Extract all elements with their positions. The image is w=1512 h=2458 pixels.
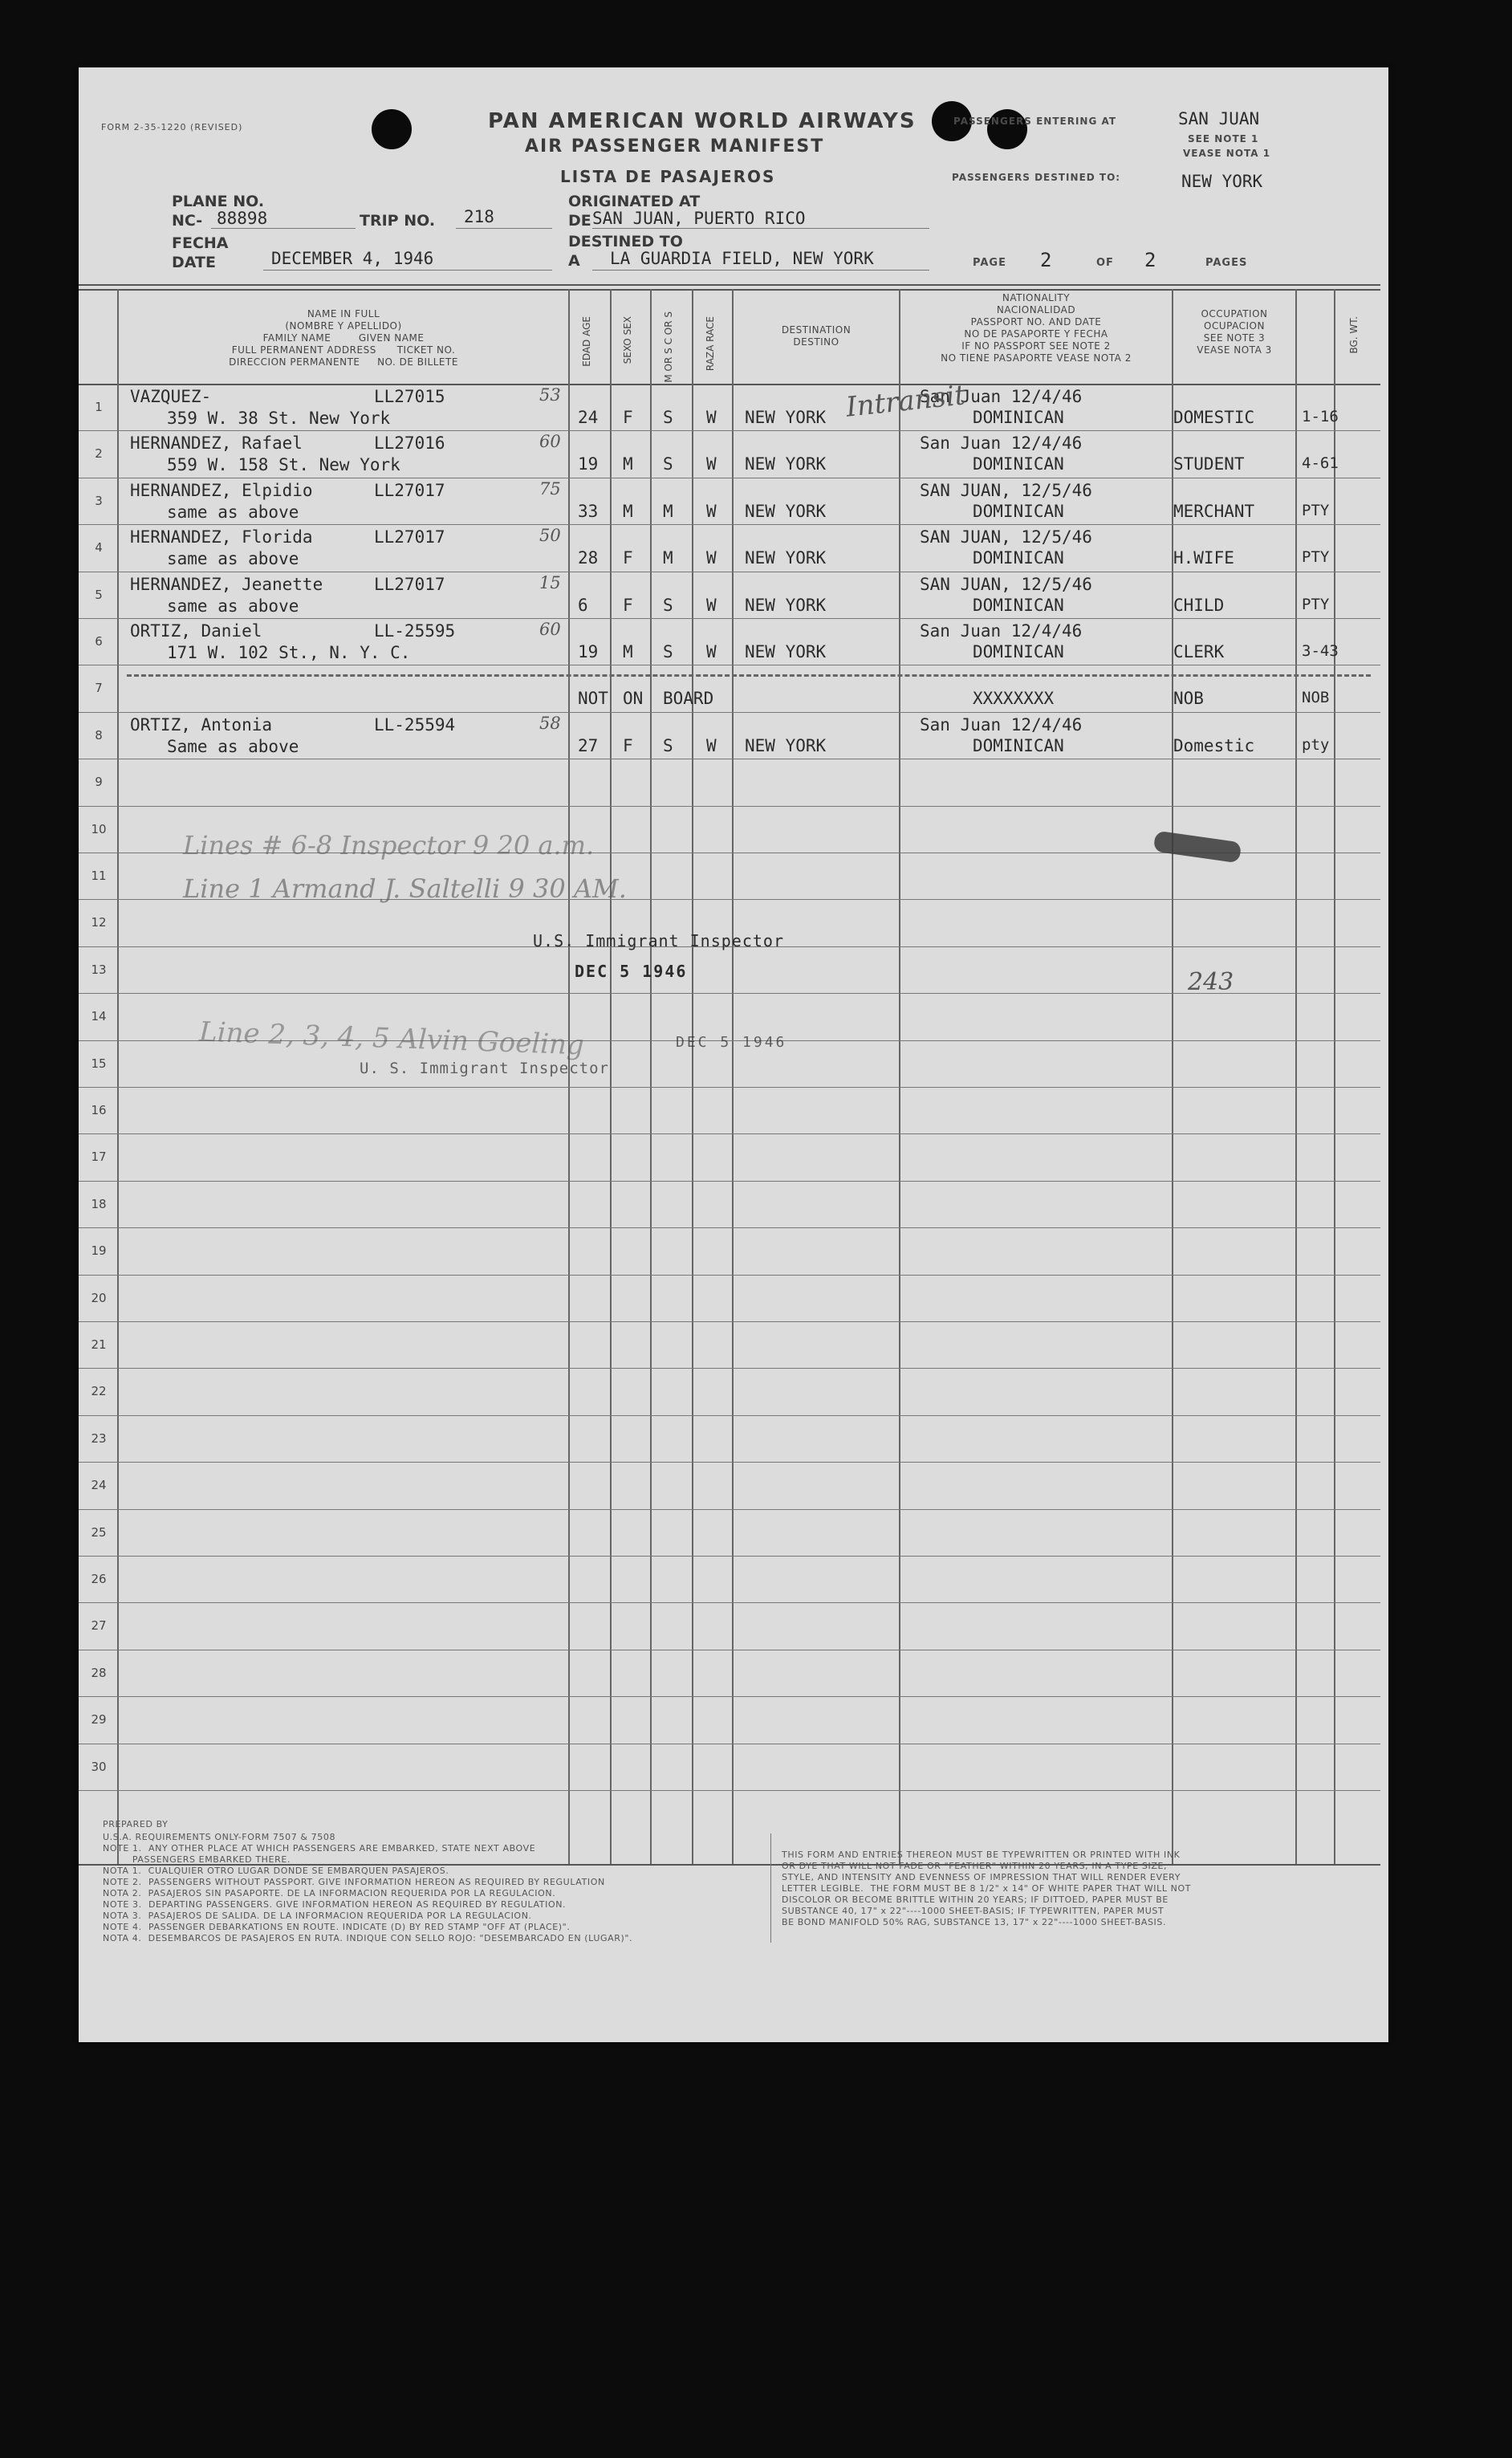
passenger-destination: NEW YORK (745, 454, 827, 474)
airline-name: PAN AMERICAN WORLD AIRWAYS (488, 109, 917, 133)
row-rule (79, 712, 1380, 713)
prepared-by: PREPARED BY (103, 1819, 169, 1829)
destined-value: NEW YORK (1181, 172, 1263, 191)
passenger-destination: NEW YORK (745, 501, 827, 521)
row-number: 9 (95, 775, 103, 790)
plane-number: 88898 (217, 209, 268, 228)
row-number: 15 (91, 1056, 107, 1071)
fecha-label: FECHA (172, 234, 229, 252)
row-rule (79, 1368, 1380, 1369)
ticket-number: LL-25595 (374, 621, 456, 641)
passenger-destination: NEW YORK (745, 735, 827, 755)
passenger-nationality: XXXXXXXX (973, 689, 1055, 709)
row-rule (79, 993, 1380, 994)
passenger-age: 24 (578, 408, 599, 427)
header-underline (211, 228, 356, 229)
passport-info: San Juan 12/4/46 (920, 714, 1083, 735)
passenger-destination: NEW YORK (745, 642, 827, 661)
header-bottom-rule (79, 384, 1380, 385)
ticket-number: LL-25594 (374, 714, 456, 735)
row-number: 1 (95, 400, 103, 414)
row-number: 28 (91, 1665, 107, 1680)
inspector-date-1: DEC 5 1946 (575, 962, 688, 981)
date-label: DATE (172, 254, 216, 271)
passenger-name: HERNANDEZ, Florida (130, 527, 313, 547)
passenger-race: W (706, 501, 717, 521)
header-underline (592, 270, 929, 271)
manifest-table (79, 284, 1388, 1878)
row-number: 5 (95, 587, 103, 602)
nationality-header-line: NO DE PASAPORTE Y FECHA (964, 328, 1108, 340)
see-note-1: SEE NOTE 1 (1188, 133, 1259, 144)
entering-label: PASSENGERS ENTERING AT (953, 116, 1117, 127)
handwritten-age: 60 (539, 620, 561, 639)
passenger-age: 19 (578, 642, 599, 661)
row-number: 2 (95, 446, 103, 462)
passenger-destination: NEW YORK (745, 408, 827, 427)
row-number: 26 (91, 1572, 107, 1586)
passenger-sex: F (623, 595, 633, 615)
row-rule (79, 618, 1380, 619)
passenger-age: 27 (578, 735, 599, 755)
occupation-header-line: VEASE NOTA 3 (1197, 344, 1272, 356)
row-rule (79, 524, 1380, 525)
baggage-weight: 3-43 (1302, 642, 1339, 660)
passenger-address: same as above (167, 502, 299, 522)
passenger-occupation: NOB (1173, 689, 1204, 709)
page-total: 2 (1144, 249, 1156, 271)
passenger-occupation: MERCHANT (1173, 501, 1255, 521)
baggage-weight: PTY (1302, 595, 1330, 613)
marital-status: S (663, 642, 673, 661)
punch-hole (372, 109, 412, 149)
passenger-nationality: DOMINICAN (973, 408, 1064, 427)
marital-status: BOARD (663, 689, 714, 709)
row-number: 4 (95, 540, 103, 555)
passport-info: San Juan 12/4/46 (920, 387, 1083, 406)
row-number: 13 (91, 962, 107, 977)
passenger-occupation: Domestic (1173, 735, 1255, 755)
row-rule (79, 806, 1380, 807)
baggage-weight: 4-61 (1302, 454, 1339, 473)
passenger-age: NOT (578, 689, 608, 709)
marital-status: M (663, 501, 673, 521)
passenger-sex: M (623, 454, 633, 474)
ticket-number: LL27017 (374, 574, 445, 594)
sex-column-header: SEXO SEX (622, 316, 633, 364)
row-number: 8 (95, 727, 103, 743)
baggage-weight: pty (1302, 735, 1330, 754)
marital-status: S (663, 735, 673, 755)
name-column-header (127, 308, 560, 368)
page-label: PAGE (973, 257, 1006, 269)
age-column-header: EDAD AGE (581, 316, 592, 367)
row-number: 25 (91, 1524, 107, 1540)
passenger-age: 19 (578, 454, 599, 474)
passenger-nationality: DOMINICAN (973, 595, 1064, 615)
handwritten-intransit: Intransit (844, 379, 968, 424)
passenger-occupation: DOMESTIC (1173, 408, 1255, 427)
row-number: 7 (95, 681, 103, 696)
passport-info: San Juan 12/4/46 (920, 433, 1083, 454)
marital-column-header: M OR S C OR S (663, 311, 674, 383)
passenger-destination: NEW YORK (745, 595, 827, 615)
passport-info: SAN JUAN, 12/5/46 (920, 574, 1092, 594)
passenger-address: 171 W. 102 St., N. Y. C. (167, 643, 411, 662)
passenger-address: 559 W. 158 St. New York (167, 455, 400, 475)
handwritten-line-10: Lines # 6-8 Inspector 9 20 a.m. (183, 830, 595, 861)
row-rule (79, 1321, 1380, 1322)
trip-number: 218 (464, 207, 494, 226)
handwritten-line-11: Line 1 Armand J. Saltelli 9 30 AM. (183, 873, 627, 904)
row-rule (79, 1509, 1380, 1510)
bag-column-header: BG. WT. (1348, 316, 1360, 354)
header-underline (592, 228, 929, 229)
baggage-weight: 1-16 (1302, 408, 1339, 425)
passenger-sex: F (623, 548, 633, 568)
passport-info: SAN JUAN, 12/5/46 (920, 527, 1092, 547)
row-number: 17 (91, 1150, 107, 1165)
passenger-name: HERNANDEZ, Elpidio (130, 480, 313, 500)
row-rule (79, 1133, 1380, 1134)
column-divider (732, 289, 734, 1864)
passenger-age: 33 (578, 501, 599, 521)
passenger-occupation: STUDENT (1173, 454, 1245, 474)
passenger-name: HERNANDEZ, Rafael (130, 433, 303, 454)
passenger-destination: NEW YORK (745, 548, 827, 568)
handwritten-count: 243 (1188, 968, 1234, 996)
passenger-race: W (706, 595, 717, 615)
nationality-header-line: PASSPORT NO. AND DATE (970, 316, 1102, 328)
row-number: 24 (91, 1478, 107, 1493)
passenger-age: 6 (578, 595, 588, 615)
column-divider (899, 289, 900, 1864)
handwritten-age: 58 (539, 713, 561, 733)
marital-status: M (663, 548, 673, 568)
passenger-nationality: DOMINICAN (973, 735, 1064, 755)
ticket-number: LL27015 (374, 387, 445, 406)
of-label: OF (1096, 257, 1114, 269)
baggage-weight: PTY (1302, 501, 1330, 519)
row-number: 20 (91, 1290, 107, 1305)
handwritten-age: 60 (539, 432, 561, 452)
passenger-race: W (706, 454, 717, 474)
passenger-race: W (706, 735, 717, 755)
name-header-line: NAME IN FULL (307, 308, 380, 319)
column-divider (1334, 289, 1335, 1864)
passenger-sex: F (623, 735, 633, 755)
row-number: 14 (91, 1009, 107, 1024)
passenger-occupation: CHILD (1173, 595, 1225, 615)
row-rule (79, 1087, 1380, 1088)
occupation-header-line: OCCUPATION (1201, 308, 1268, 319)
table-top-rule (79, 284, 1380, 286)
handwritten-line-14: Line 2, 3, 4, 5 Alvin Goeling (198, 1015, 585, 1062)
passenger-sex: ON (623, 689, 644, 709)
destined-to-label: DESTINED TO (568, 233, 683, 250)
footer-divider (770, 1833, 771, 1943)
column-divider (117, 289, 119, 1864)
nationality-header-line: NACIONALIDAD (996, 304, 1076, 315)
passenger-sex: M (623, 642, 633, 661)
footer-notes-right: THIS FORM AND ENTRIES THEREON MUST BE TYPEWRITTEN OR PRINTED WITH INK OR DYE THAT WILL NOT FADE OR "FEATHER" WITHIN 20 YEARS, IN A TYPE SIZE, STYLE, AND INTENSITY AND EVENNESS OF IMPRESSION THAT WILL RENDER EVERY LETTER LEGIBLE. THE FORM MUST BE 8 1/2" x 14" OF WHITE PAPER THAT WILL NOT DISCOLOR OR BECOME BRITTLE WITHIN 20 YEARS; IF DITTOED, PAPER MUST BE SUBSTANCE 40, 17" x 22"----1000 SHEET-BASIS; IF TYPEWRITTEN, PAPER MUST BE BOND MANIFOLD 50% RAG, SUBSTANCE 13, 17" x 22"----1000 SHEET-BASIS. (782, 1850, 1192, 1927)
passenger-race: W (706, 548, 717, 568)
row-number: 29 (91, 1712, 107, 1728)
passenger-nationality: DOMINICAN (973, 501, 1064, 521)
originated-de: DE (568, 212, 591, 230)
page-number: 2 (1040, 249, 1052, 271)
passenger-address: same as above (167, 596, 299, 616)
row-number: 18 (91, 1196, 107, 1211)
handwritten-age: 53 (539, 385, 561, 405)
passenger-name: ORTIZ, Daniel (130, 621, 262, 641)
form-number: FORM 2-35-1220 (REVISED) (101, 122, 243, 132)
baggage-weight: NOB (1302, 689, 1330, 707)
row-rule (79, 1227, 1380, 1228)
row-rule (79, 1602, 1380, 1603)
nationality-header-line: IF NO PASSPORT SEE NOTE 2 (961, 340, 1111, 352)
nationality-header-line: NO TIENE PASAPORTE VEASE NOTA 2 (941, 352, 1132, 364)
entering-value: SAN JUAN (1178, 109, 1260, 128)
footer-notes-left: U.S.A. REQUIREMENTS ONLY-FORM 7507 & 7508 NOTE 1. ANY OTHER PLACE AT WHICH PASSENGERS ARE EMBARKED, STATE NEXT ABOVE PASSENGERS EMBARKED THERE. NOTA 1. CUALQUIER OTRO LUGAR DONDE SE EMBARQUEN PASAJEROS. NOTE 2. PASSENGERS WITHOUT PASSPORT. GIVE INFORMATION HEREON AS REQUIRED BY REGULATION NOTA 2. PASAJEROS SIN PASAPORTE. DE LA INFORMACION REQUERIDA POR LA REGULACION. NOTE 3. DEPARTING PASSENGERS. GIVE INFORMATION HEREON AS REQUIRED BY REGULATION. NOTA 3. PASAJEROS DE SALIDA. DE LA INFORMACION REQUERIDA POR LA REGULACION. NOTE 4. PASSENGER DEBARKATIONS EN ROUTE. INDICATE (D) BY RED STAMP "OFF AT (PLACE)". NOTA 4. DESEMBARCOS DE PASAJEROS EN RUTA. INDIQUE CON SELLO ROJO: "DESEMBARCADO EN (LUGAR)". (103, 1832, 633, 1943)
header-underline (456, 228, 552, 229)
row-rule (79, 1181, 1380, 1182)
passenger-name: HERNANDEZ, Jeanette (130, 574, 323, 594)
passenger-age: 28 (578, 548, 599, 568)
nationality-header-line: NATIONALITY (1002, 292, 1071, 303)
inspector-date-2: DEC 5 1946 (676, 1034, 787, 1051)
originated-label: ORIGINATED AT (568, 193, 701, 210)
row-rule (79, 1556, 1380, 1557)
name-header-line: FULL PERMANENT ADDRESS TICKET NO. (231, 344, 456, 356)
handwritten-age: 15 (539, 572, 561, 592)
name-header-line: (NOMBRE Y APELLIDO) (285, 320, 402, 332)
row-strikeout (127, 674, 1371, 677)
row-number: 30 (91, 1759, 107, 1774)
originated-value: SAN JUAN, PUERTO RICO (592, 209, 806, 228)
race-column-header: RAZA RACE (705, 316, 716, 372)
marital-status: S (663, 454, 673, 474)
inspector-stamp-2: U. S. Immigrant Inspector (360, 1060, 609, 1077)
passenger-nationality: DOMINICAN (973, 548, 1064, 568)
passenger-race: W (706, 642, 717, 661)
marital-status: S (663, 408, 673, 427)
passenger-sex: F (623, 408, 633, 427)
row-number: 23 (91, 1430, 107, 1446)
column-divider (1172, 289, 1173, 1864)
destination-header-line: DESTINATION (781, 324, 852, 336)
passenger-nationality: DOMINICAN (973, 642, 1064, 661)
row-number: 21 (91, 1337, 107, 1352)
header-underline (263, 270, 552, 271)
row-number: 3 (95, 493, 103, 508)
row-number: 6 (95, 634, 103, 649)
row-number: 19 (91, 1243, 107, 1259)
row-rule (79, 1275, 1380, 1276)
passenger-address: 359 W. 38 St. New York (167, 409, 391, 428)
date-value: DECEMBER 4, 1946 (271, 249, 434, 268)
manifest-title-es: LISTA DE PASAJEROS (560, 167, 776, 186)
passenger-address: Same as above (167, 736, 299, 756)
handwritten-age: 75 (539, 478, 561, 499)
passport-info: San Juan 12/4/46 (920, 621, 1083, 641)
passenger-name: ORTIZ, Antonia (130, 714, 273, 735)
baggage-weight: PTY (1302, 548, 1330, 567)
passport-info: SAN JUAN, 12/5/46 (920, 480, 1092, 500)
destination-column-header (734, 324, 899, 348)
row-number: 10 (91, 821, 107, 836)
vease-nota-1: VEASE NOTA 1 (1183, 148, 1271, 159)
row-rule (79, 1696, 1380, 1697)
column-divider (692, 289, 693, 1864)
inspector-stamp-1: U.S. Immigrant Inspector (533, 931, 784, 950)
row-rule (79, 1415, 1380, 1416)
passenger-sex: M (623, 501, 633, 521)
column-divider (650, 289, 652, 1864)
ticket-number: LL27017 (374, 527, 445, 547)
destination-header-line: DESTINO (793, 336, 839, 348)
row-rule (79, 1790, 1380, 1791)
ticket-number: LL27017 (374, 480, 445, 500)
table-top-rule (79, 289, 1380, 291)
plane-nc-label: NC- (172, 212, 203, 230)
passenger-occupation: CLERK (1173, 642, 1225, 661)
row-number: 27 (91, 1618, 107, 1634)
row-rule (79, 430, 1380, 431)
manifest-title: AIR PASSENGER MANIFEST (525, 136, 825, 157)
ticket-number: LL27016 (374, 433, 445, 454)
name-header-line: DIRECCION PERMANENTE NO. DE BILLETE (229, 356, 458, 368)
occupation-header-line: SEE NOTE 3 (1203, 332, 1266, 344)
row-rule (79, 1462, 1380, 1463)
passenger-name: VAZQUEZ- (130, 387, 212, 406)
destined-to-value: LA GUARDIA FIELD, NEW YORK (610, 249, 874, 268)
destined-label: PASSENGERS DESTINED TO: (952, 172, 1121, 183)
occupation-header-line: OCUPACION (1204, 320, 1265, 332)
row-number: 16 (91, 1103, 107, 1117)
passenger-occupation: H.WIFE (1173, 548, 1234, 568)
plane-label: PLANE NO. (172, 193, 265, 210)
row-number: 22 (91, 1384, 107, 1399)
destined-to-a: A (568, 252, 580, 270)
column-divider (610, 289, 612, 1864)
passenger-race: W (706, 408, 717, 427)
passenger-address: same as above (167, 549, 299, 569)
nationality-column-header (900, 292, 1172, 364)
manifest-sheet (79, 67, 1388, 2042)
column-divider (1295, 289, 1297, 1864)
handwritten-age: 50 (539, 526, 561, 546)
pages-label: PAGES (1205, 257, 1248, 269)
marital-status: S (663, 595, 673, 615)
passenger-nationality: DOMINICAN (973, 454, 1064, 474)
name-header-line: FAMILY NAME GIVEN NAME (262, 332, 425, 344)
trip-label: TRIP NO. (360, 212, 436, 230)
row-number: 12 (91, 915, 107, 930)
row-number: 11 (91, 869, 107, 883)
occupation-column-header (1173, 308, 1295, 356)
